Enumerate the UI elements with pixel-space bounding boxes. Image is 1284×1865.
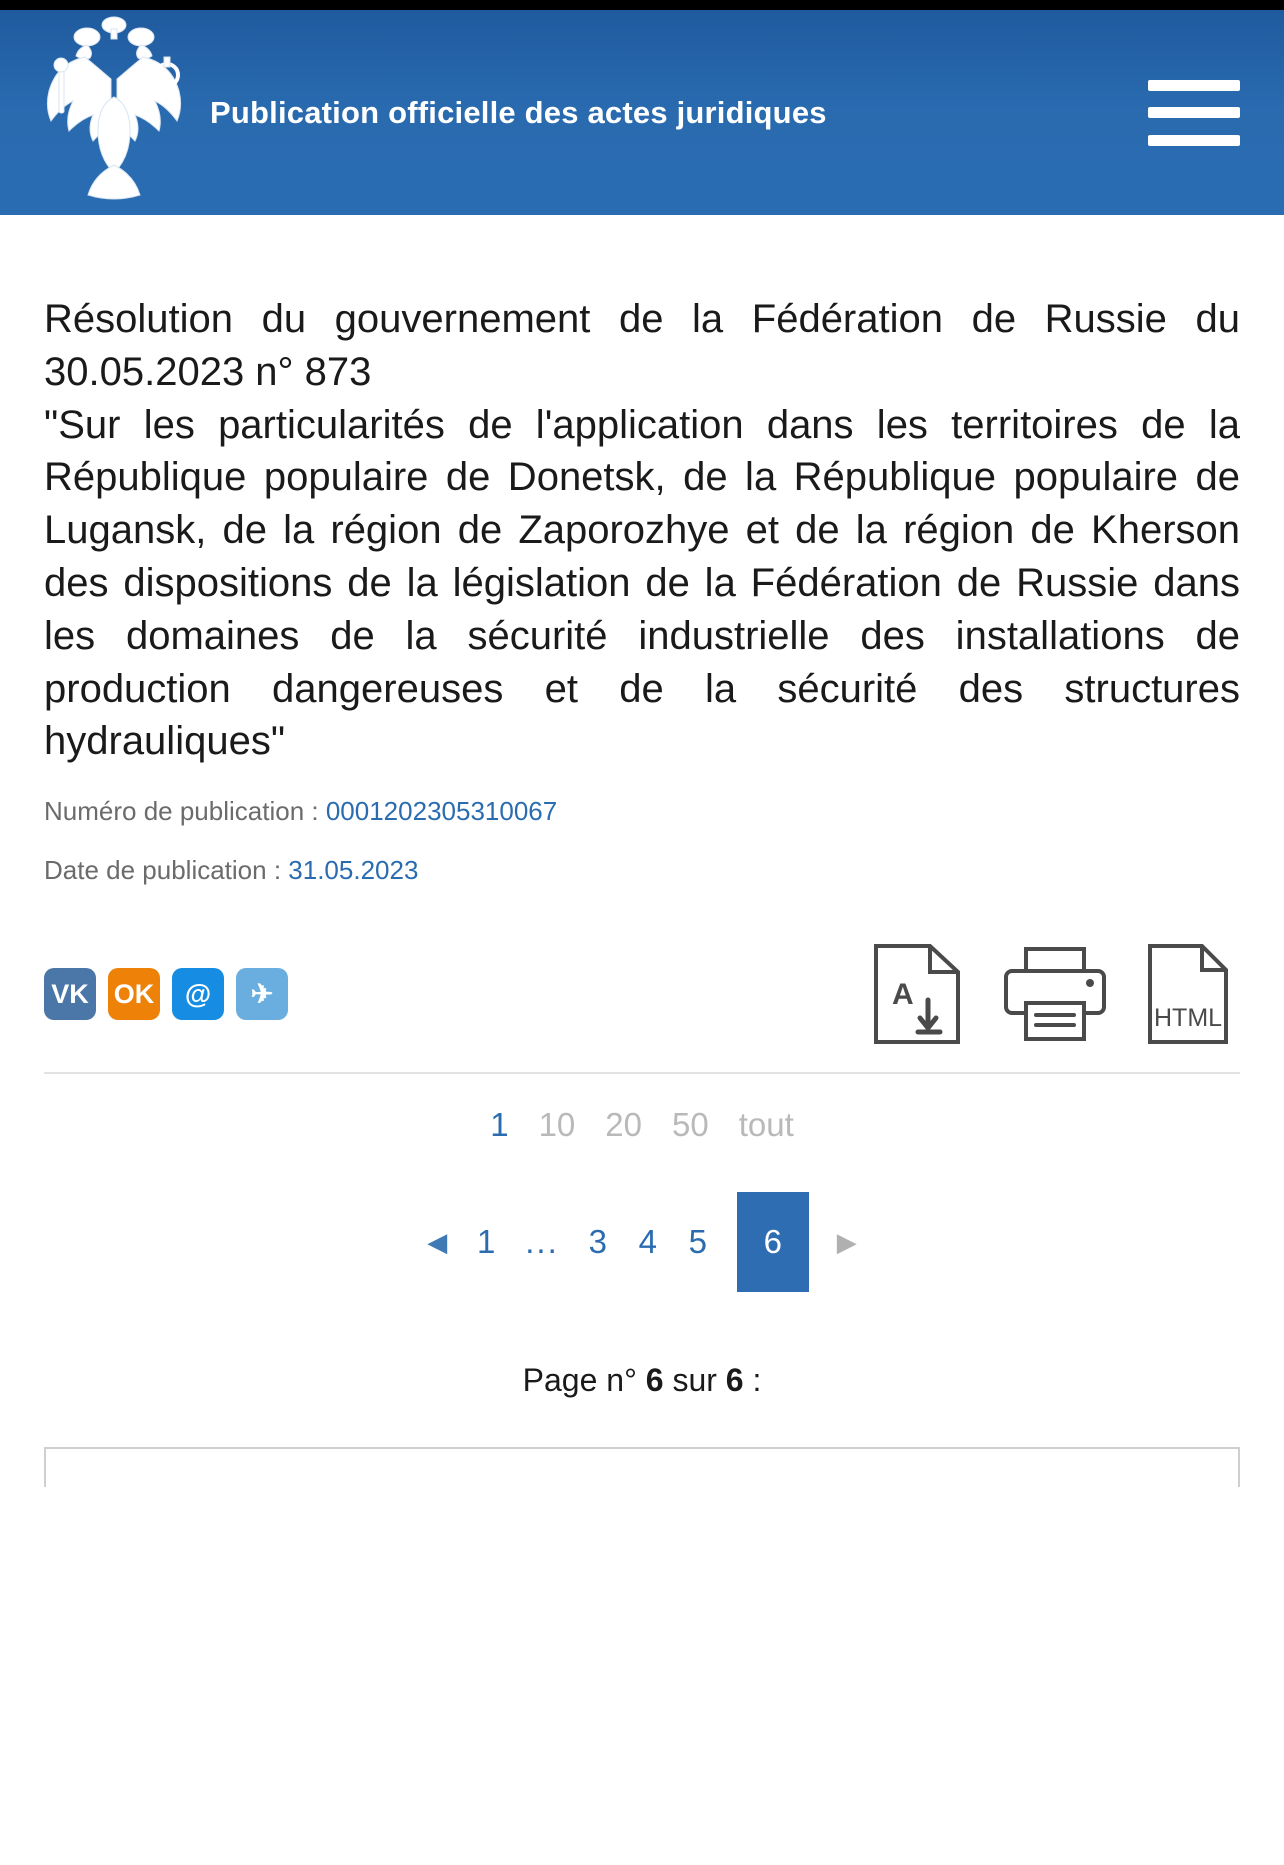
- pagination-page-5[interactable]: 5: [688, 1223, 707, 1261]
- pagination-page-6-current[interactable]: 6: [737, 1192, 809, 1292]
- pagination-page-3[interactable]: 3: [588, 1223, 607, 1261]
- page-size-option-50[interactable]: 50: [672, 1106, 709, 1144]
- hamburger-menu-icon[interactable]: [1148, 80, 1240, 146]
- telegram-share-icon[interactable]: ✈: [236, 968, 288, 1020]
- site-title: Publication officielle des actes juridiques: [210, 94, 827, 130]
- document-title-line-2: "Sur les particularités de l'application dans les territoires de la République populaire de Donetsk, de la République populaire de Lugansk, de la région de Zaporozhye et de la région de Kherson des dispositions de la législation de la Fédération de Russie dans les domaines de la sécurité industrielle des installations de production dangereuses et de la sécurité des structures hydrauliques": [44, 402, 1240, 764]
- svg-text:A: A: [892, 978, 914, 1012]
- publication-date-row: [44, 855, 1240, 886]
- page-caption-middle: sur: [672, 1362, 717, 1399]
- publication-number-row: [44, 796, 1240, 827]
- document-tools: [870, 942, 1240, 1046]
- printer-icon[interactable]: [1002, 945, 1108, 1043]
- page-size-option-1[interactable]: 1: [490, 1106, 509, 1144]
- page-size-option-10[interactable]: 10: [538, 1106, 576, 1144]
- page-caption-total: 6: [725, 1362, 744, 1399]
- document-viewer-frame: [44, 1447, 1240, 1487]
- vk-share-icon[interactable]: VK: [44, 968, 96, 1020]
- pagination-page-4[interactable]: 4: [638, 1223, 657, 1261]
- document-title-line-1: Résolution du gouvernement de la Fédération de Russie du 30.05.2023 n° 873: [44, 297, 1240, 394]
- site-header: [0, 10, 1284, 215]
- page-size-option-20[interactable]: 20: [605, 1106, 643, 1144]
- burger-line-2: [1148, 107, 1240, 118]
- pagination: [44, 1192, 1240, 1292]
- triangle-right-icon[interactable]: ▶: [836, 1227, 857, 1258]
- publication-number-value: 0001202305310067: [325, 796, 558, 827]
- russian-coat-of-arms-icon: [34, 10, 194, 210]
- publication-date-label: Date de publication :: [44, 855, 282, 886]
- main-content: [0, 293, 1284, 1399]
- pagination-ellipsis: ...: [525, 1223, 559, 1261]
- tools-row: [44, 942, 1240, 1072]
- html-file-icon[interactable]: [1146, 942, 1230, 1046]
- triangle-left-icon[interactable]: ◀: [427, 1227, 448, 1258]
- page-caption-prefix: Page n°: [522, 1362, 637, 1399]
- publication-number-label: Numéro de publication :: [44, 796, 319, 827]
- publication-date-value: 31.05.2023: [288, 855, 419, 886]
- status-bar: [0, 0, 1284, 10]
- page-size-selector: [44, 1106, 1240, 1144]
- page-caption: [44, 1362, 1240, 1399]
- page-caption-suffix: :: [752, 1362, 762, 1399]
- tools-divider: [44, 1072, 1240, 1074]
- burger-line-1: [1148, 80, 1240, 91]
- odnoklassniki-share-icon[interactable]: OK: [108, 968, 160, 1020]
- mailru-share-icon[interactable]: @: [172, 968, 224, 1020]
- svg-text:HTML: HTML: [1154, 1004, 1223, 1033]
- page-size-option-all[interactable]: tout: [738, 1106, 794, 1144]
- pagination-page-1[interactable]: 1: [477, 1223, 496, 1261]
- burger-line-3: [1148, 135, 1240, 146]
- document-title: [44, 293, 1240, 768]
- page-caption-current: 6: [645, 1362, 664, 1399]
- pdf-download-icon[interactable]: [870, 942, 964, 1046]
- share-icons: [44, 968, 288, 1020]
